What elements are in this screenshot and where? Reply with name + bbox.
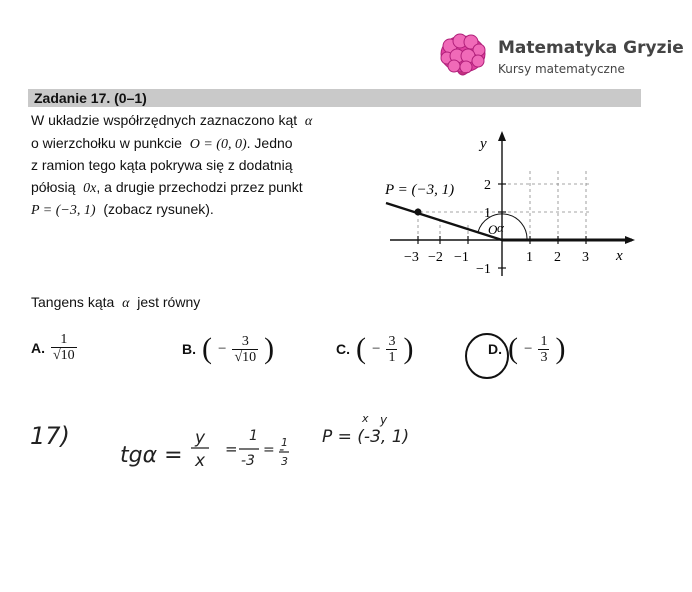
task-line: o wierzchołku w punkcie [31, 134, 182, 151]
minus-sign: − [524, 340, 533, 357]
denominator: √10 [53, 348, 75, 363]
option-letter: B. [182, 341, 196, 357]
paren-open: ( [202, 332, 212, 365]
x-tick-label: −3 [404, 250, 419, 265]
paren-open: ( [508, 332, 518, 365]
point-p [415, 209, 422, 216]
alpha-symbol: α [122, 296, 130, 311]
task-line: W układzie współrzędnych zaznaczono kąt [31, 112, 298, 128]
point-equation: P = (−3, 1) [31, 203, 96, 218]
option-a-fraction [51, 332, 77, 363]
task-paragraph [31, 110, 361, 222]
hw-minus3: -3 [241, 453, 255, 469]
grid-lines [418, 168, 590, 240]
option-c[interactable] [336, 332, 413, 366]
option-b[interactable] [182, 332, 274, 366]
paren-close: ) [264, 332, 275, 365]
hw-number: 17) [30, 422, 70, 450]
numerator: 1 [540, 333, 548, 349]
y-tick-label: −1 [476, 262, 491, 277]
task-title: Zadanie 17. (0–1) [34, 90, 147, 106]
option-letter: A. [31, 339, 45, 356]
paren-close: ) [403, 332, 414, 365]
option-letter: C. [336, 341, 350, 357]
brand-header [438, 32, 688, 80]
question-end: jest równy [137, 294, 201, 310]
option-d-fraction [538, 334, 549, 365]
alpha-symbol: α [304, 114, 313, 129]
option-a[interactable] [31, 332, 77, 363]
question-text [31, 294, 200, 312]
selected-answer-circle [462, 330, 512, 382]
paren-open: ( [356, 332, 366, 365]
option-c-fraction [386, 334, 397, 365]
brand-name: Matematyka Gryzie [498, 38, 684, 58]
coordinate-figure [380, 128, 640, 283]
x-tick-label: 2 [554, 250, 561, 265]
task-line: . Jedno [246, 134, 293, 151]
x-axis-label: x [616, 248, 623, 264]
angle-label: α [497, 220, 504, 235]
y-axis-arrow-icon [498, 131, 506, 141]
option-letter: D. [488, 341, 502, 357]
hw-x: x [195, 451, 206, 471]
task-line: półosią [31, 178, 76, 195]
x-tick-label: −1 [454, 250, 469, 265]
hw-point: P = (-3, 1) [322, 427, 410, 447]
y-tick-label: 2 [484, 178, 491, 193]
task-line: , a drugie przechodzi przez punkt [96, 178, 303, 195]
denominator: 1 [388, 349, 396, 365]
brain-logo-icon [438, 32, 488, 80]
numerator: 3 [388, 333, 396, 349]
numerator: 3 [241, 333, 249, 349]
hw-y-mark: y [380, 413, 388, 427]
hw-one-b: 1 [281, 436, 288, 449]
x-tick-labels [404, 250, 589, 265]
denominator: 3 [540, 349, 548, 365]
hw-one: 1 [249, 428, 258, 444]
question-start: Tangens kąta [31, 294, 115, 310]
handwritten-solution [25, 410, 425, 480]
paren-close: ) [555, 332, 566, 365]
hw-eq1: = [225, 440, 238, 458]
point-p-label: P = (−3, 1) [385, 182, 455, 198]
task-header-bar [28, 89, 641, 107]
y-axis-label: y [480, 136, 487, 152]
brand-subtitle: Kursy matematyczne [498, 62, 625, 76]
numerator: 1 [60, 332, 68, 347]
x-tick-label: 1 [526, 250, 533, 265]
x-tick-label: 3 [582, 250, 589, 265]
axis-name: 0x [83, 180, 97, 196]
task-line: z ramion tego kąta pokrywa się z dodatnią [31, 157, 293, 173]
option-b-fraction [232, 334, 258, 365]
hw-tg: tgα = [120, 443, 183, 468]
hw-three: 3 [281, 455, 288, 468]
origin-label: O [488, 222, 498, 237]
denominator: √10 [234, 349, 257, 365]
y-tick-label: 1 [484, 206, 491, 221]
x-tick-label: −2 [428, 250, 443, 265]
origin-equation: O = (0, 0) [189, 136, 247, 152]
hw-x-mark: x [362, 412, 369, 425]
task-line: (zobacz rysunek). [103, 201, 214, 217]
minus-sign: − [372, 340, 381, 357]
minus-sign: − [218, 340, 227, 357]
hw-y: y [195, 428, 206, 448]
hw-eq2: = - [263, 442, 285, 458]
